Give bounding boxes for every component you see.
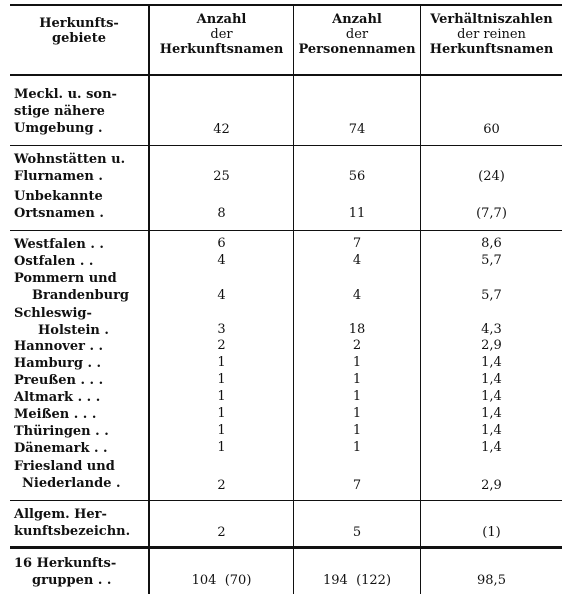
column-divider xyxy=(420,4,421,544)
row-label xyxy=(14,355,148,372)
row-label xyxy=(14,151,148,185)
row-label xyxy=(14,86,148,137)
group-rule xyxy=(10,500,562,501)
person-count: 1 xyxy=(352,372,362,387)
row-label xyxy=(14,236,148,253)
person-count: 7 xyxy=(352,236,362,251)
ratio-value: (7,7) xyxy=(476,206,507,221)
label-line: Meckl. u. son- xyxy=(14,87,117,102)
ratio-value: 1,4 xyxy=(481,406,502,421)
header-line: Verhältniszahlen xyxy=(430,12,553,27)
label-line: Thüringen . . xyxy=(14,424,109,439)
ratio-value: 1,4 xyxy=(481,440,502,455)
ratio-value: 8,6 xyxy=(481,236,502,251)
label-line: Ortsnamen . xyxy=(14,206,104,221)
person-count: 2 xyxy=(352,338,362,353)
header-line: Herkunftsnamen xyxy=(429,42,554,57)
label-line: Friesland und xyxy=(14,459,115,474)
statistics-table xyxy=(10,4,562,594)
label-line: Schleswig- xyxy=(14,306,92,321)
total-value: 194 xyxy=(322,573,348,588)
group-rule xyxy=(10,230,562,231)
label-line: Dänemark . . xyxy=(14,441,108,456)
label-line: Hannover . . xyxy=(14,339,104,354)
row-label xyxy=(14,188,148,222)
label-line: Hamburg . . xyxy=(14,356,102,371)
header-line: der reinen xyxy=(457,27,526,42)
header-line: Personennamen xyxy=(298,42,416,57)
label-line: Wohnstätten u. xyxy=(14,152,126,167)
header-line: Herkunfts- xyxy=(39,16,119,31)
person-count: 5 xyxy=(352,525,362,540)
origin-count: 4 xyxy=(217,253,226,268)
total-origin-count xyxy=(150,573,293,589)
label-line: Meißen . . . xyxy=(14,407,97,422)
label-line: Unbekannte xyxy=(14,189,103,204)
person-count: 4 xyxy=(352,253,362,268)
header-line: der xyxy=(210,27,233,42)
label-line: Altmark . . . xyxy=(14,390,101,405)
person-count: 1 xyxy=(352,389,362,404)
total-person-count xyxy=(294,573,420,589)
origin-count: 3 xyxy=(217,322,226,337)
origin-count: 2 xyxy=(217,338,226,353)
total-ratio: 98,5 xyxy=(477,573,506,588)
origin-count: 1 xyxy=(217,423,226,438)
person-count: 7 xyxy=(352,478,362,493)
label-line: Niederlande . xyxy=(22,476,121,491)
origin-count: 2 xyxy=(217,525,226,540)
label-line: 16 Herkunfts- xyxy=(14,556,117,571)
row-label xyxy=(14,389,148,406)
ratio-value: 4,3 xyxy=(481,322,502,337)
header-line: Herkunftsnamen xyxy=(159,42,284,57)
person-count: 4 xyxy=(352,288,362,303)
label-line: Allgem. Her- xyxy=(14,507,107,522)
row-label xyxy=(14,406,148,423)
row-label xyxy=(14,372,148,389)
ratio-value: 5,7 xyxy=(481,288,502,303)
label-line: gruppen . . xyxy=(32,573,112,588)
origin-count: 42 xyxy=(213,122,230,137)
person-count: 11 xyxy=(348,206,366,221)
total-rule xyxy=(10,546,562,549)
total-subvalue: (70) xyxy=(224,573,252,588)
header-person-count xyxy=(294,12,420,57)
person-count: 74 xyxy=(348,122,366,137)
header-origin-count xyxy=(150,12,293,57)
header-ratio xyxy=(421,12,562,57)
ratio-value: (24) xyxy=(478,169,505,184)
origin-count: 6 xyxy=(217,236,226,251)
label-line: Ostfalen . . xyxy=(14,254,94,269)
person-count: 1 xyxy=(352,406,362,421)
total-label xyxy=(14,555,148,589)
total-value: 104 xyxy=(191,573,217,588)
row-label xyxy=(14,338,148,355)
header-line: Anzahl xyxy=(332,12,382,27)
label-line: Flurnamen . xyxy=(14,169,103,184)
label-line: Preußen . . . xyxy=(14,373,104,388)
origin-count: 1 xyxy=(217,372,226,387)
label-line: Umgebung . xyxy=(14,121,103,136)
ratio-value: 5,7 xyxy=(481,253,502,268)
row-label xyxy=(14,458,148,492)
label-line: Westfalen . . xyxy=(14,237,104,252)
row-label xyxy=(14,270,148,304)
label-line: Brandenburg xyxy=(32,288,130,303)
total-subvalue: (122) xyxy=(356,573,392,588)
person-count: 1 xyxy=(352,440,362,455)
header-line: Anzahl xyxy=(196,12,247,27)
origin-count: 8 xyxy=(217,206,226,221)
person-count: 56 xyxy=(348,169,366,184)
header-line: der xyxy=(345,27,369,42)
header-origin xyxy=(10,16,148,46)
column-divider xyxy=(148,4,150,544)
label-line: Holstein . xyxy=(38,323,109,338)
ratio-value: 1,4 xyxy=(481,389,502,404)
origin-count: 1 xyxy=(217,440,226,455)
origin-count: 1 xyxy=(217,355,226,370)
row-label xyxy=(14,423,148,440)
person-count: 1 xyxy=(352,355,362,370)
row-label xyxy=(14,440,148,457)
ratio-value: 1,4 xyxy=(481,423,502,438)
header-rule xyxy=(10,74,562,76)
origin-count: 2 xyxy=(217,478,226,493)
row-label xyxy=(14,506,148,540)
ratio-value: 2,9 xyxy=(481,338,502,353)
group-rule xyxy=(10,145,562,146)
header-line: gebiete xyxy=(52,31,106,46)
person-count: 1 xyxy=(352,423,362,438)
label-line: stige nähere xyxy=(14,104,105,119)
ratio-value: 1,4 xyxy=(481,372,502,387)
ratio-value: 1,4 xyxy=(481,355,502,370)
origin-count: 1 xyxy=(217,406,226,421)
top-rule xyxy=(10,4,562,6)
ratio-value: 60 xyxy=(483,122,500,137)
label-line: Pommern und xyxy=(14,271,117,286)
column-divider xyxy=(293,4,294,544)
origin-count: 4 xyxy=(217,288,226,303)
origin-count: 25 xyxy=(213,169,230,184)
label-line: kunftsbezeichn. xyxy=(14,524,131,539)
ratio-value: 2,9 xyxy=(481,478,502,493)
origin-count: 1 xyxy=(217,389,226,404)
person-count: 18 xyxy=(348,322,366,337)
row-label xyxy=(14,253,148,270)
row-label xyxy=(14,305,148,339)
ratio-value: (1) xyxy=(482,525,501,540)
